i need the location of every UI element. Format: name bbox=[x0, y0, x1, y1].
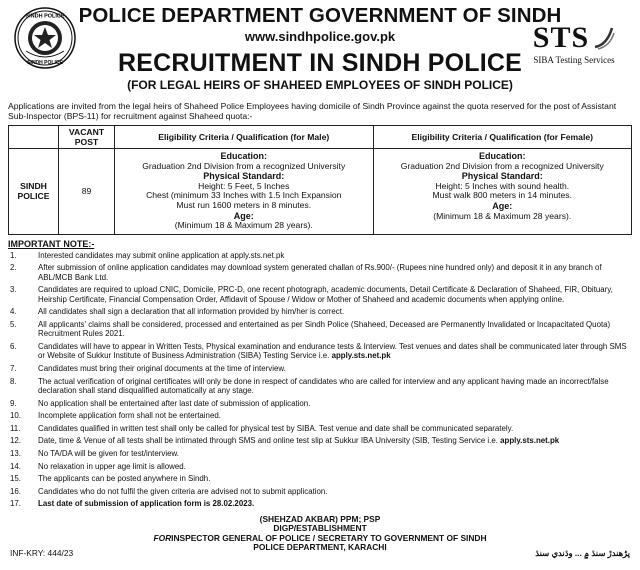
note-number: 1. bbox=[10, 250, 17, 260]
table-header-row bbox=[9, 126, 632, 149]
list-item bbox=[8, 499, 632, 508]
header-female-criteria: Eligibility Criteria / Qualification (for Female) bbox=[373, 126, 632, 149]
male-criteria bbox=[115, 149, 374, 235]
note-number: 10. bbox=[10, 411, 21, 421]
note-text: Candidates who do not fulfil the given criteria are advised not to submit application. bbox=[38, 486, 328, 496]
note-number: 15. bbox=[10, 474, 21, 484]
note-number: 14. bbox=[10, 461, 21, 471]
list-item bbox=[8, 462, 632, 471]
female-criteria bbox=[373, 149, 632, 235]
note-number: 6. bbox=[10, 341, 17, 351]
reference-number: INF-KRY: 444/23 bbox=[10, 548, 74, 558]
vacancy-count: 89 bbox=[59, 149, 115, 235]
intro-paragraph: Applications are invited from the legal heirs of Shaheed Police Employees having domicile of Sindh Province against the quota reserved for the post of Assistant Sub-Inspector (BPS-11) for recruitment against Shaheed quota:- bbox=[8, 101, 617, 121]
sts-logo bbox=[522, 23, 626, 65]
note-number: 2. bbox=[10, 263, 17, 273]
male-run: Must run 1600 meters in 8 minutes. bbox=[176, 199, 312, 210]
note-number: 11. bbox=[10, 423, 21, 433]
male-education-label: Education: bbox=[220, 151, 267, 161]
note-text: No relaxation in upper age limit is allowed. bbox=[38, 461, 186, 471]
male-physical-label: Physical Standard: bbox=[203, 171, 285, 182]
female-education-label: Education: bbox=[479, 151, 526, 161]
note-link[interactable]: apply.sts.net.pk bbox=[500, 436, 560, 446]
note-number: 4. bbox=[10, 307, 17, 317]
note-text: No TA/DA will be given for test/interview. bbox=[38, 448, 179, 458]
seal-top-text: SINDH POLICE bbox=[25, 13, 65, 20]
list-item bbox=[8, 342, 632, 361]
website-link[interactable]: www.sindhpolice.gov.pk bbox=[244, 29, 396, 44]
note-number: 9. bbox=[10, 398, 17, 408]
note-text: Date, time & Venue of all tests shall be intimated through SMS and online test slip at Sukkur IBA University (SIB, Testing Service i.e. apply.sts.net.pk bbox=[38, 436, 560, 446]
male-chest: Chest (minimum 33 Inches with 1.5 Inch Expansion bbox=[146, 190, 342, 201]
note-text: Incomplete application form shall not be entertained. bbox=[38, 411, 221, 421]
important-notes-list bbox=[8, 251, 632, 509]
female-age-label: Age: bbox=[492, 200, 513, 211]
female-education: Graduation 2nd Division from a recognized University bbox=[400, 160, 604, 171]
recruitment-heading: RECRUITMENT IN SINDH POLICE bbox=[117, 49, 523, 77]
header-male-criteria: Eligibility Criteria / Qualification (for Male) bbox=[115, 126, 374, 149]
note-number: 8. bbox=[10, 376, 17, 386]
note-number: 12. bbox=[10, 436, 21, 446]
note-text: All candidates shall sign a declaration that all information provided by him/her is correct. bbox=[38, 307, 345, 317]
male-age: (Minimum 18 & Maximum 28 years). bbox=[174, 220, 313, 231]
male-age-label: Age: bbox=[233, 210, 254, 221]
list-item bbox=[8, 424, 632, 433]
note-number: 7. bbox=[10, 363, 17, 373]
male-education: Graduation 2nd Division from a recognized University bbox=[142, 160, 346, 171]
note-number: 13. bbox=[10, 448, 21, 458]
signatory-designation: DIGP/ESTABLISHMENT bbox=[273, 523, 367, 534]
signatory-department: POLICE DEPARTMENT, KARACHI bbox=[253, 542, 387, 553]
note-link[interactable]: apply.sts.net.pk bbox=[331, 351, 391, 361]
note-text: The actual verification of original certificates will only be done in respect of candidates who are called for interview and any applicant having made an incorrect/false declaration shall stand disqualified automatically at any stage. bbox=[38, 376, 609, 395]
for-prefix: FOR bbox=[153, 532, 172, 543]
list-item bbox=[8, 411, 632, 420]
note-number: 3. bbox=[10, 285, 17, 295]
note-number: 5. bbox=[10, 319, 17, 329]
list-item bbox=[8, 307, 632, 316]
note-text: All applicants' claims shall be considered, processed and entertained as per Sindh Police (Shaheed, Deceased are Permanently Invalidated or Incapacitated Quota) Recruitment Rules 2021. bbox=[38, 319, 611, 339]
note-text: After submission of online application candidates may download system generated challan of Rs.900/- (Rupees nine hundred only) and deposit it in any branch of ABL/MCB Bank Ltd. bbox=[38, 263, 602, 282]
list-item bbox=[8, 474, 632, 483]
female-age: (Minimum 18 & Maximum 28 years). bbox=[433, 210, 572, 221]
seal-bottom-text: SINDH POLICE bbox=[27, 60, 63, 66]
note-text: Candidates must bring their original documents at the time of interview. bbox=[38, 363, 286, 373]
department-title: POLICE DEPARTMENT GOVERNMENT OF SINDH bbox=[78, 4, 562, 27]
table-row bbox=[9, 149, 632, 235]
note-number: 16. bbox=[10, 486, 21, 496]
footer bbox=[8, 546, 632, 560]
note-text: Candidates qualified in written test shall only be called for physical test by SIBA. Test venue and date shall be communicated separately. bbox=[38, 423, 514, 433]
sts-tagline: SIBA Testing Services bbox=[533, 55, 615, 65]
list-item bbox=[8, 320, 632, 339]
urdu-slogan: پڑھندڙ سنڌ ۾ ... وڌندي سنڌ bbox=[535, 548, 630, 558]
list-item bbox=[8, 263, 632, 282]
list-item bbox=[8, 449, 632, 458]
female-physical-label: Physical Standard: bbox=[461, 171, 543, 182]
list-item bbox=[8, 285, 632, 304]
list-item bbox=[8, 364, 632, 373]
note-text: Interested candidates may submit online application at apply.sts.net.pk bbox=[38, 250, 285, 260]
header bbox=[8, 3, 632, 100]
list-item bbox=[8, 399, 632, 408]
eligibility-table bbox=[8, 125, 632, 235]
note-number: 17. bbox=[10, 499, 21, 509]
list-item bbox=[8, 436, 632, 445]
list-item bbox=[8, 487, 632, 496]
post-name: SINDH POLICE bbox=[9, 149, 59, 235]
important-note-heading: IMPORTANT NOTE:- bbox=[8, 238, 95, 249]
recruitment-subtitle: (FOR LEGAL HEIRS OF SHAHEED EMPLOYEES OF SINDH POLICE) bbox=[127, 78, 513, 92]
male-height: Height: 5 Feet, 5 Inches bbox=[198, 180, 290, 191]
header-vacant-post: VACANT POST bbox=[59, 126, 115, 149]
note-text: Last date of submission of application form is 28.02.2023. bbox=[38, 499, 255, 509]
female-height: Height: 5 Inches with sound health. bbox=[435, 180, 570, 191]
sts-swoosh-icon bbox=[593, 25, 615, 51]
female-run: Must walk 800 meters in 14 minutes. bbox=[432, 190, 572, 201]
note-text: Candidates are required to upload CNIC, Domicile, PRC-D, one recent photograph, academic documents, Detail Certificate & Declaration of Shaheed, FIR, Obituary, Heirship Certificate, Financial Compensation Order, Affidavit of Spouse / Widow or Mother of Shaheed and academic documents when applying online. bbox=[38, 285, 613, 304]
note-text: Candidates will have to appear in Written Tests, Physical examination and endurance tests & Interview. Test venues and dates shall be communicated later through SMS or Website of Sukkur Institute of Business Administration (SIBA) Testing Service i.e. apply.sts.net.pk bbox=[38, 341, 627, 361]
list-item bbox=[8, 251, 632, 260]
note-text: The applicants can be posted anywhere in Sindh. bbox=[38, 474, 211, 484]
signatory-name: (SHEHZAD AKBAR) PPM; PSP bbox=[259, 513, 381, 524]
sts-logo-text: STS bbox=[532, 21, 590, 54]
note-text: No application shall be entertained after last date of submission of application. bbox=[38, 398, 311, 408]
signatory-for-line: FORINSPECTOR GENERAL OF POLICE / SECRETARY TO GOVERNMENT OF SINDH bbox=[153, 532, 487, 543]
list-item bbox=[8, 377, 632, 396]
